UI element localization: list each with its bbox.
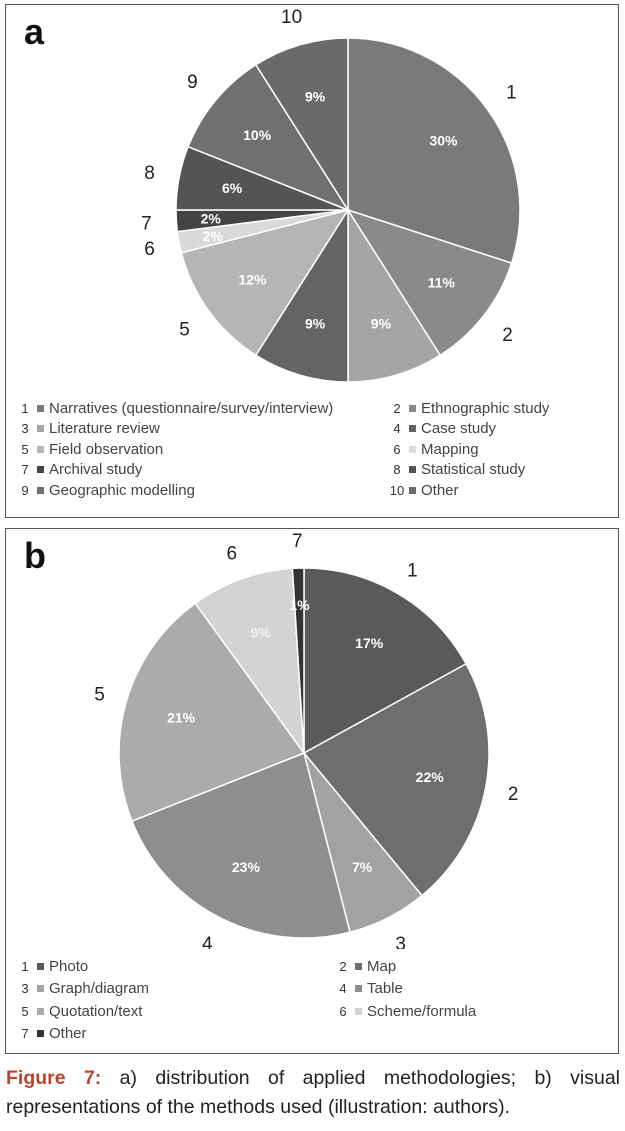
legend-label: Statistical study [421,461,526,478]
legend-item-1 [16,957,88,975]
slice-number-6: 6 [226,543,238,565]
slice-number-2: 2 [502,324,513,346]
legend-label: Geographic modelling [49,481,195,499]
legend-label: Literature review [49,420,160,437]
slice-pct-label-3: 7% [351,859,373,875]
legend-number: 5 [21,1003,29,1019]
legend-item-10 [388,481,459,499]
slice-pct-label-4: 9% [304,315,326,332]
legend-number: 6 [393,441,401,457]
legend-item-1 [16,399,333,417]
legend-number: 4 [339,981,347,996]
legend-swatch [37,1008,44,1015]
legend-label: Case study [421,420,497,437]
slice-number-5: 5 [94,684,105,706]
legend-number: 6 [339,1003,347,1019]
legend-swatch [409,425,416,432]
legend-swatch [37,466,44,473]
pie-chart-b [6,529,618,949]
legend-label: Field observation [49,440,164,458]
slice-pct-label-8: 6% [221,179,243,196]
legend-swatch [409,405,416,412]
legend-label: Map [367,957,397,975]
slice-number-6: 6 [144,238,155,260]
slice-pct-label-2: 22% [415,769,444,785]
legend-label: Narratives (questionnaire/survey/interview) [49,399,334,417]
legend-label: Other [421,481,459,499]
legend-number: 7 [21,1026,29,1041]
slice-pct-label-5: 12% [238,271,267,288]
legend-item-4 [388,420,496,438]
slice-pct-label-1: 17% [355,634,384,651]
legend-item-7 [16,1025,87,1043]
legend-swatch [37,425,44,432]
legend-number: 4 [393,421,401,436]
slice-number-7: 7 [141,213,152,235]
legend-item-5 [16,440,163,458]
slice-number-2: 2 [507,783,519,805]
caption-label: Figure 7: [6,1067,102,1089]
slice-pct-label-1: 30% [429,132,458,149]
panel-b [5,528,619,1054]
legend-item-4 [334,980,403,998]
slice-number-1: 1 [407,560,418,582]
legend-item-3 [16,420,160,438]
legend-number: 10 [389,482,405,498]
slice-pct-label-7: 1% [289,597,310,614]
slice-pct-label-5: 21% [167,709,196,726]
slice-number-7: 7 [292,531,303,553]
legend-number: 3 [21,421,29,436]
legend-label: Ethnographic study [421,399,550,417]
legend-swatch [37,487,44,494]
legend-label: Other [49,1025,87,1042]
panel-a-label: a [24,11,45,52]
slice-number-8: 8 [144,163,155,185]
legend-number: 8 [393,462,401,477]
slice-pct-label-6: 2% [202,227,223,244]
legend-label: Photo [49,957,89,975]
slice-number-5: 5 [179,319,190,341]
legend-label: Table [367,980,403,997]
legend-number: 2 [393,400,401,416]
legend-swatch [409,446,416,453]
legend-number: 9 [21,482,29,498]
panel-a [5,4,619,518]
legend-b [6,957,618,1052]
slice-number-10: 10 [281,7,303,28]
slice-number-9: 9 [187,72,198,94]
slice-number-3: 3 [395,933,406,949]
pie-chart-a [6,5,618,385]
legend-item-6 [334,1002,476,1020]
legend-label: Mapping [421,440,479,458]
legend-swatch [355,963,362,970]
legend-item-3 [16,980,149,998]
panel-b-label: b [24,535,46,576]
legend-item-7 [16,461,142,479]
legend-swatch [37,1030,44,1037]
slice-pct-label-4: 23% [231,859,260,875]
legend-label: Graph/diagram [49,980,150,997]
legend-label: Quotation/text [49,1002,143,1020]
legend-swatch [37,963,44,970]
legend-item-5 [16,1002,142,1020]
slice-number-1: 1 [506,82,517,104]
legend-number: 3 [21,981,29,996]
slice-number-4: 4 [202,933,213,949]
legend-swatch [409,466,416,473]
slice-pct-label-3: 9% [370,315,392,332]
legend-number: 7 [21,462,29,477]
legend-number: 1 [21,400,29,416]
legend-item-6 [388,440,479,458]
legend-item-9 [16,481,195,499]
slice-pct-label-6: 9% [250,624,271,641]
legend-swatch [355,985,362,992]
legend-item-8 [388,461,525,479]
legend-item-2 [388,399,549,417]
legend-swatch [37,405,44,412]
legend-label: Scheme/formula [367,1002,477,1020]
legend-a [6,399,618,509]
legend-swatch [409,487,416,494]
legend-label: Archival study [49,461,143,478]
caption-text: a) distribution of applied methodologies; b) visual representations of the methods used (illustration: authors). [6,1067,620,1118]
slice-pct-label-9: 10% [243,126,272,143]
slice-pct-label-7: 2% [200,210,221,227]
legend-number: 1 [21,958,29,974]
figure-caption [6,1064,620,1122]
legend-item-2 [334,957,396,975]
legend-number: 2 [339,958,347,974]
legend-swatch [37,446,44,453]
slice-pct-label-10: 9% [304,88,326,105]
legend-number: 5 [21,441,29,457]
legend-swatch [355,1008,362,1015]
slice-pct-label-2: 11% [427,274,455,291]
legend-swatch [37,985,44,992]
